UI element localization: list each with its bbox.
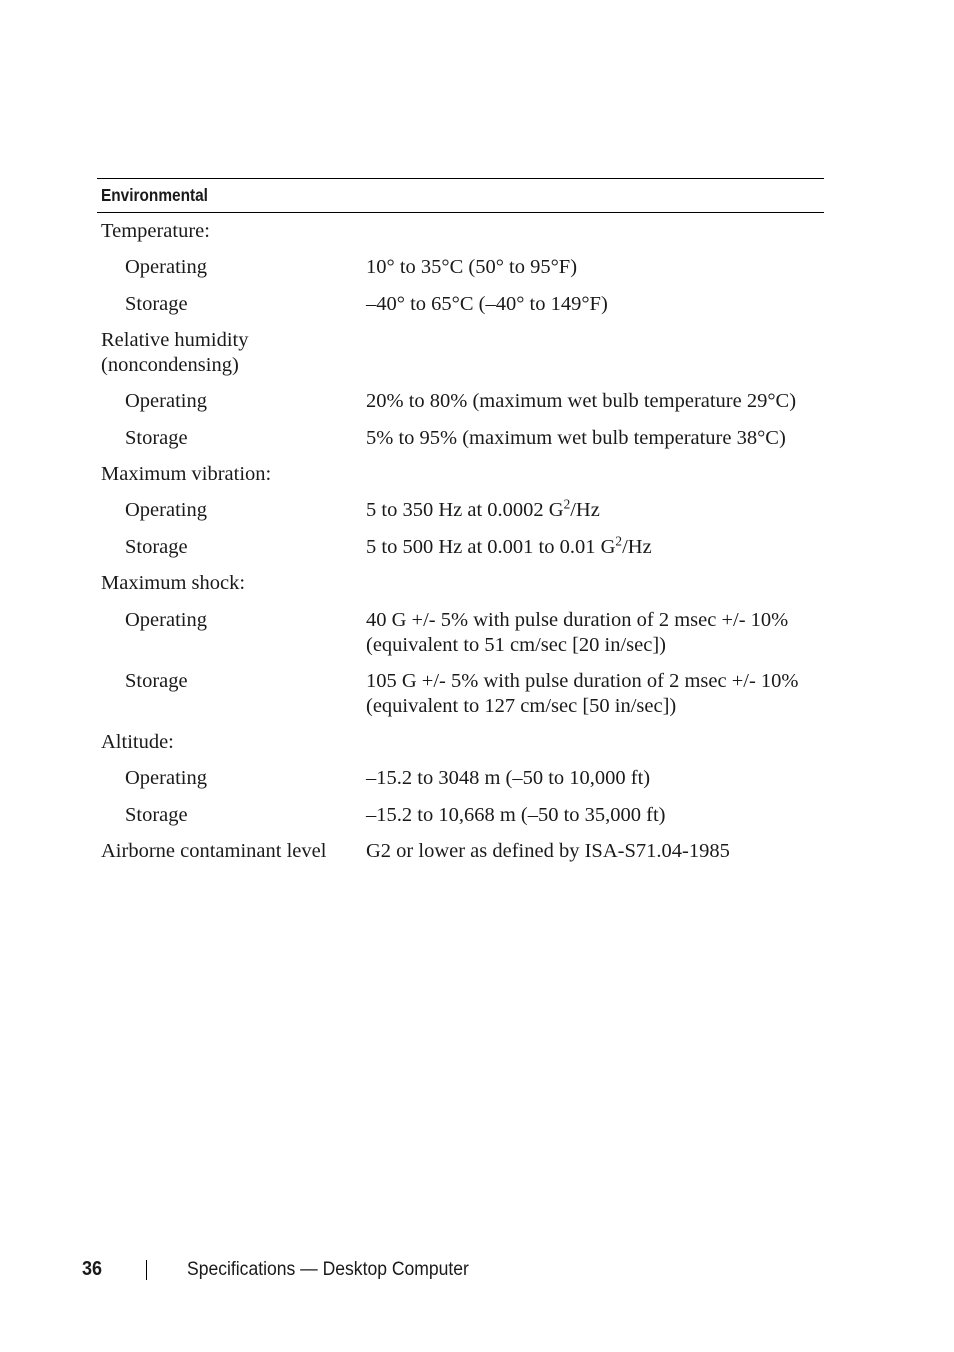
row-value: [366, 608, 826, 658]
row-value: [366, 669, 826, 719]
table-header-title: Environmental: [101, 185, 208, 205]
row-label: Maximum shock:: [101, 572, 246, 594]
row-label: Operating: [125, 390, 207, 412]
row-label: Storage: [125, 804, 188, 826]
row-label: Storage: [125, 427, 188, 449]
value-unit: /Hz: [622, 536, 652, 558]
row-value: [366, 535, 826, 560]
footer-divider: [146, 1260, 147, 1280]
row-label: Maximum vibration:: [101, 463, 272, 485]
row-value: –15.2 to 3048 m (–50 to 10,000 ft): [366, 767, 651, 789]
table-header: [97, 178, 824, 213]
row-value-line2: (equivalent to 51 cm/sec [20 in/sec]): [366, 634, 666, 656]
row-value: –15.2 to 10,668 m (–50 to 35,000 ft): [366, 804, 666, 826]
row-label: Storage: [125, 536, 188, 558]
row-value-line2: (equivalent to 127 cm/sec [50 in/sec]): [366, 695, 677, 717]
row-value: 5% to 95% (maximum wet bulb temperature 38°C): [366, 427, 786, 449]
row-value: G2 or lower as defined by ISA-S71.04-1985: [366, 840, 730, 862]
value-superscript: 2: [563, 496, 571, 512]
row-value-line1: 40 G +/- 5% with pulse duration of 2 msec +/- 10%: [366, 609, 789, 631]
value-text: 5 to 500 Hz at 0.001 to 0.01 G: [366, 536, 616, 558]
row-label: Storage: [125, 670, 188, 692]
value-unit: /Hz: [570, 499, 600, 521]
environmental-spec-table: [97, 178, 824, 862]
row-value: 20% to 80% (maximum wet bulb temperature 29°C): [366, 390, 797, 412]
row-value: –40° to 65°C (–40° to 149°F): [366, 293, 608, 315]
running-title: Specifications — Desktop Computer: [187, 1258, 469, 1280]
row-value-line1: 105 G +/- 5% with pulse duration of 2 msec +/- 10%: [366, 670, 799, 692]
row-label-line1: Relative humidity: [101, 329, 249, 351]
value-superscript: 2: [615, 533, 623, 549]
row-label: Altitude:: [101, 731, 174, 753]
page-number: 36: [82, 1258, 103, 1280]
value-text: 5 to 350 Hz at 0.0002 G: [366, 499, 564, 521]
row-label: Storage: [125, 293, 188, 315]
row-value: [366, 498, 826, 523]
row-label: [101, 328, 361, 378]
row-label: Operating: [125, 609, 207, 631]
row-label: Operating: [125, 499, 207, 521]
row-label-line2: (noncondensing): [101, 354, 239, 376]
row-value: 10° to 35°C (50° to 95°F): [366, 256, 578, 278]
row-label: Temperature:: [101, 220, 210, 242]
row-label: Airborne contaminant level: [101, 840, 327, 862]
row-label: Operating: [125, 767, 207, 789]
row-label: Operating: [125, 256, 207, 278]
page-footer: [0, 1256, 954, 1284]
